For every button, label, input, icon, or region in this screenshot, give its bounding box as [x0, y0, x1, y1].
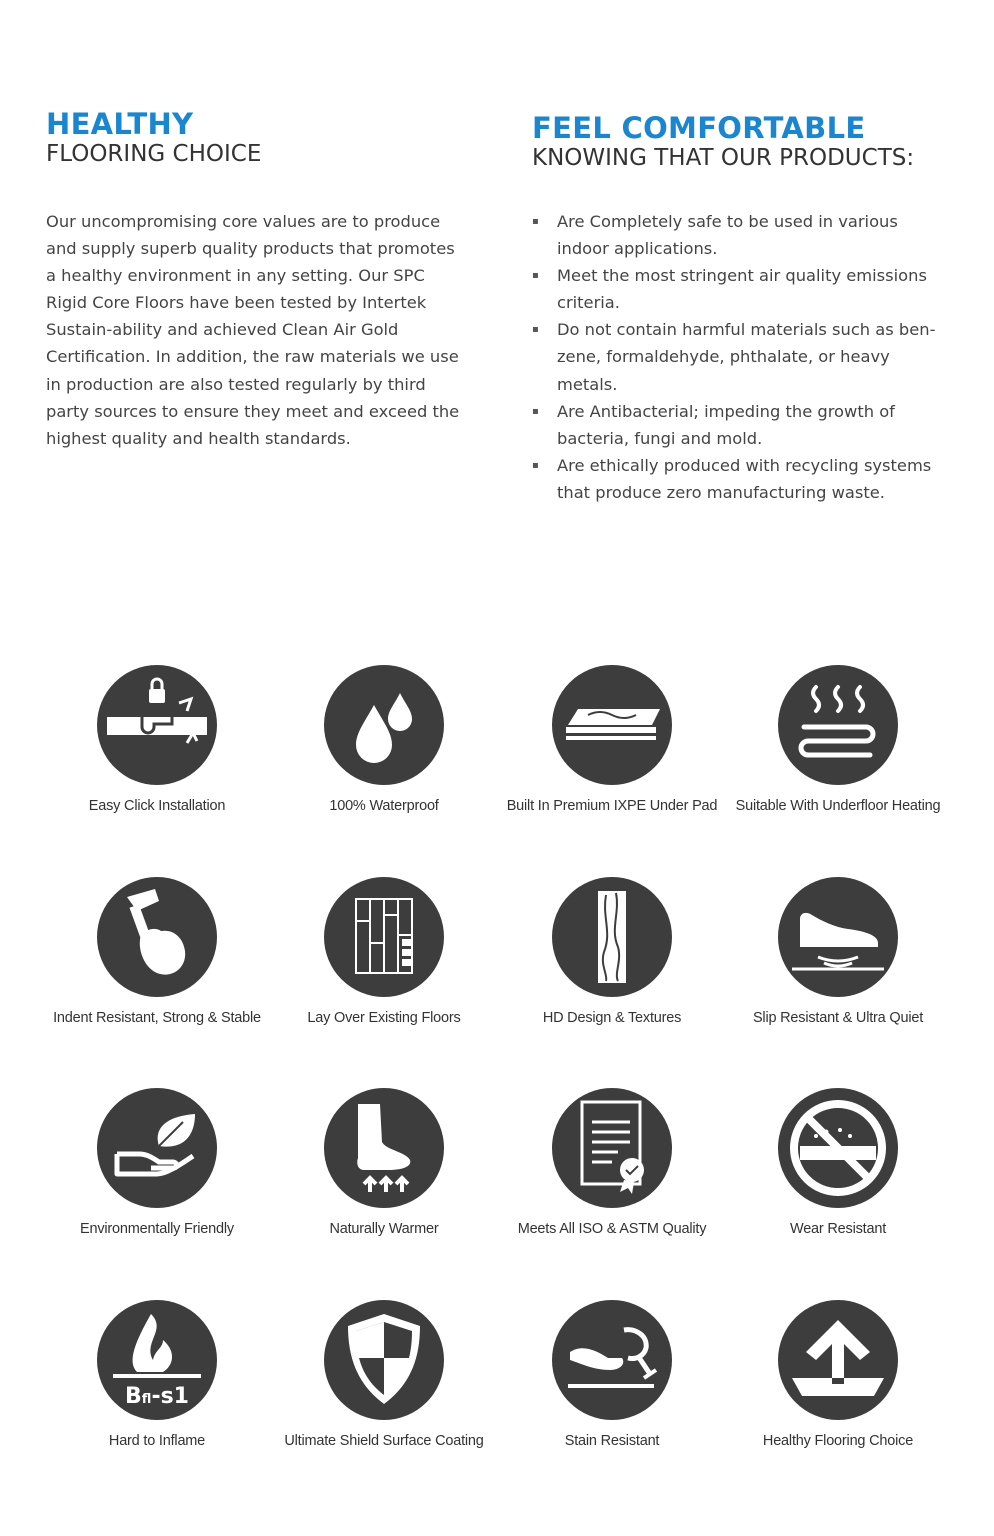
feature-eco-friendly: [47, 1088, 267, 1237]
up-arrow-icon: [778, 1300, 898, 1420]
feature-label: Suitable With Underfloor Heating: [735, 798, 941, 814]
flame-icon: [97, 1300, 217, 1420]
feature-label: Hard to Inflame: [108, 1433, 206, 1449]
leaf-hand-icon: [97, 1088, 217, 1208]
certificate-icon: [552, 1088, 672, 1208]
foot-warm-icon: [324, 1088, 444, 1208]
healthy-heading: HEALTHY: [46, 107, 194, 141]
feature-easy-click: [47, 665, 267, 814]
no-wear-icon: [778, 1088, 898, 1208]
feature-label: 100% Waterproof: [329, 798, 439, 814]
feature-iso-astm: [502, 1088, 722, 1237]
list-item: ▪ Are ethically produced with recycling systems that produce zero manufacturing waste.: [532, 452, 952, 506]
shoe-icon: [778, 877, 898, 997]
feature-label: Environmentally Friendly: [80, 1221, 234, 1237]
feature-slip-resistant: [728, 877, 948, 1026]
shield-icon: [324, 1300, 444, 1420]
feature-wear-resistant: [728, 1088, 948, 1237]
feature-waterproof: [274, 665, 494, 814]
feature-underfloor-heating: [728, 665, 948, 814]
feature-label: Slip Resistant & Ultra Quiet: [752, 1010, 924, 1026]
feature-label: Built In Premium IXPE Under Pad: [506, 798, 718, 814]
floor-planks-icon: [324, 877, 444, 997]
feature-label: Naturally Warmer: [329, 1221, 439, 1237]
hammer-fist-icon: [97, 877, 217, 997]
click-lock-icon: [97, 665, 217, 785]
spilled-glass-icon: [552, 1300, 672, 1420]
comfortable-heading: FEEL COMFORTABLE: [532, 111, 866, 145]
comfortable-subheading: KNOWING THAT OUR PRODUCTS:: [532, 145, 915, 171]
feature-label: Ultimate Shield Surface Coating: [284, 1433, 484, 1449]
product-benefits-list: [532, 208, 952, 506]
feature-label: Healthy Flooring Choice: [762, 1433, 914, 1449]
feature-underpad: [502, 665, 722, 814]
feature-label: Easy Click Installation: [88, 798, 226, 814]
water-drops-icon: [324, 665, 444, 785]
healthy-paragraph: Our uncompromising core values are to produce and supply superb quality products that promotes a healthy environment in any setting. Our SPC Rigid Core Floors have been tested by Intertek Sustain-ability and achieved Clean Air Gold Certification. In addition, the raw materials we use in production are also tested regularly by third party sources to ensure they meet and exceed the highest quality and health standards.: [46, 212, 460, 448]
list-item: ▪ Are Completely safe to be used in various indoor applications.: [532, 208, 952, 262]
feature-hd-design: [502, 877, 722, 1026]
comfortable-section: [532, 111, 952, 502]
fire-class-main: B: [125, 1384, 142, 1409]
healthy-subheading: FLOORING CHOICE: [46, 141, 262, 167]
feature-shield-coating: [274, 1300, 494, 1449]
wood-plank-icon: [552, 877, 672, 997]
feature-label: Indent Resistant, Strong & Stable: [53, 1010, 261, 1026]
feature-indent-resistant: [47, 877, 267, 1026]
underfloor-heating-icon: [778, 665, 898, 785]
feature-lay-over: [274, 877, 494, 1026]
feature-naturally-warmer: [274, 1088, 494, 1237]
svg-text:Bfl-s1: [125, 1384, 189, 1409]
fire-class-sub: fl: [141, 1392, 152, 1407]
feature-label: Wear Resistant: [789, 1221, 887, 1237]
feature-label: HD Design & Textures: [542, 1010, 682, 1026]
feature-healthy-flooring: [728, 1300, 948, 1449]
fire-class-suffix: -s1: [151, 1384, 189, 1409]
feature-label: Stain Resistant: [564, 1433, 660, 1449]
feature-label: Lay Over Existing Floors: [307, 1010, 461, 1026]
list-item: ▪ Do not contain harmful materials such as ben-zene, formaldehyde, phthalate, or heavy metals.: [532, 316, 952, 397]
feature-stain-resistant: [502, 1300, 722, 1449]
feature-hard-to-inflame: [47, 1300, 267, 1449]
list-item: ▪ Are Antibacterial; impeding the growth of bacteria, fungi and mold.: [532, 398, 952, 452]
underpad-icon: [552, 665, 672, 785]
feature-label: Meets All ISO & ASTM Quality: [517, 1221, 707, 1237]
healthy-section: [46, 107, 466, 448]
list-item: ▪ Meet the most stringent air quality emissions criteria.: [532, 262, 952, 316]
